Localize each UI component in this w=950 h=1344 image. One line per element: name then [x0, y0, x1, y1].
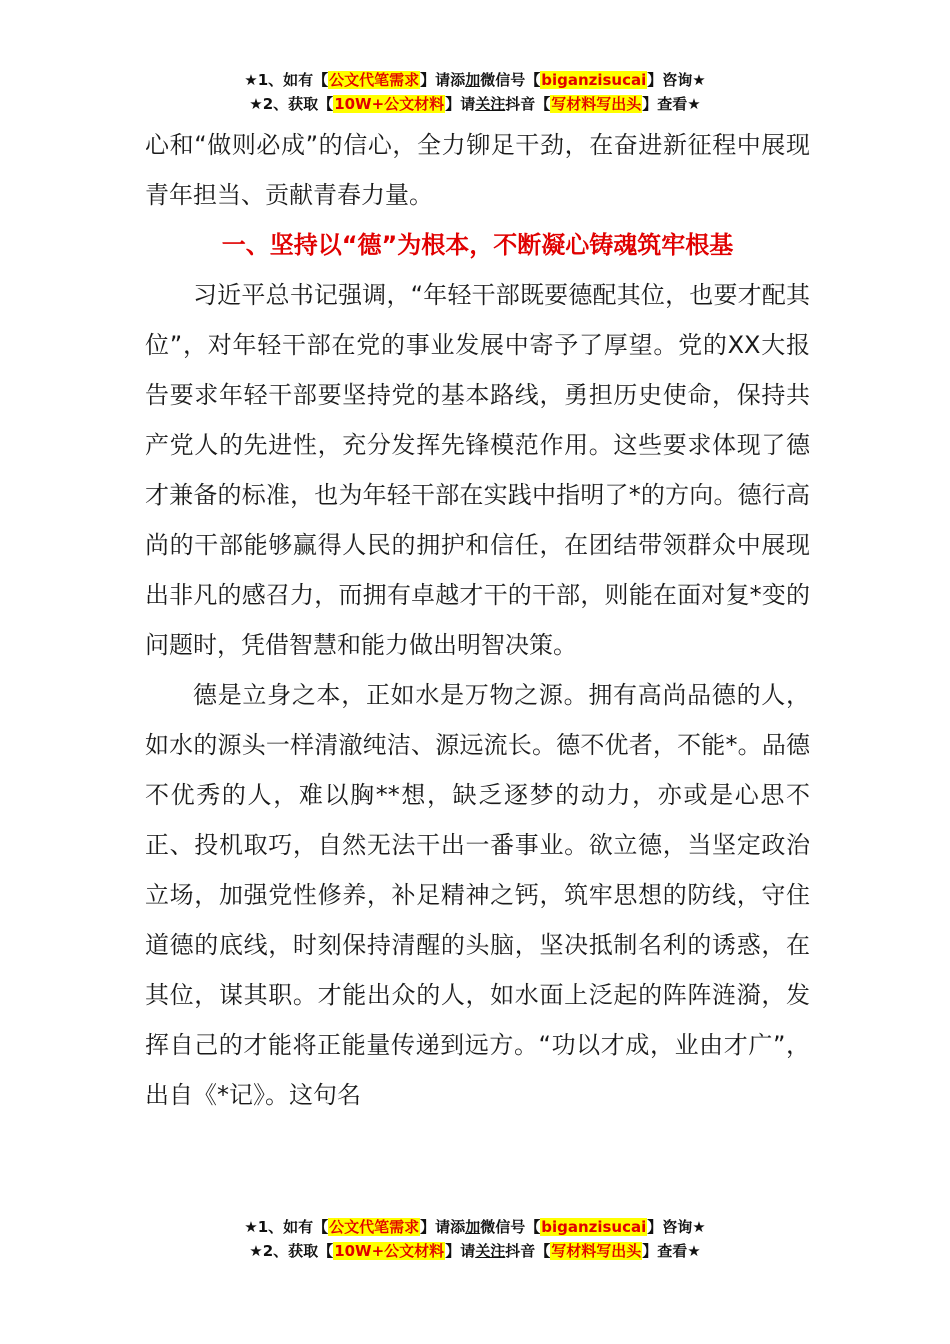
banner-douyin-id: 写材料写出头 — [551, 1242, 642, 1260]
banner-text: 】请添 — [420, 1218, 466, 1236]
body-paragraph-2: 德是立身之本，正如水是万物之源。拥有高尚品德的人，如水的源头一样清澈纯洁、源远流长。德不优者，不能*。品德不优秀的人，难以胸**想，缺乏逐梦的动力，亦或是心思不正、投机取巧，自然无法干出一番事业。欲立德，当坚定政治立场，加强党性修养，补足精神之钙，筑牢思想的防线，守住道德的底线，时刻保持清醒的头脑，坚决抵制名利的诱惑，在其位，谋其职。才能出众的人，如水面上泛起的阵阵涟漪，发挥自己的才能将正能量传递到远方。“功以才成，业由才广”，出自《*记》。这句名 — [145, 681, 810, 1109]
banner-underlined: 关注 — [475, 1242, 506, 1260]
banner-line-2 — [0, 1239, 950, 1263]
banner-underlined: 关注 — [475, 95, 506, 113]
banner-text: 】查看★ — [642, 1242, 701, 1260]
banner-wechat-id: biganzisucai — [541, 1218, 647, 1236]
banner-text: 】请 — [445, 1242, 476, 1260]
banner-line-1 — [0, 68, 950, 92]
banner-underlined: 加 — [465, 1218, 481, 1236]
footer-banner — [0, 1215, 950, 1263]
banner-text: 抖音【 — [505, 1242, 551, 1260]
banner-text: 】请添 — [420, 71, 466, 89]
banner-line-1 — [0, 1215, 950, 1239]
banner-line-2 — [0, 92, 950, 116]
banner-highlight: 10W+公文材料 — [334, 1242, 445, 1260]
banner-underlined: 加 — [465, 71, 481, 89]
banner-text: ★1、如有【 — [244, 1218, 329, 1236]
banner-text: ★1、如有【 — [244, 71, 329, 89]
banner-highlight: 10W+公文材料 — [334, 95, 445, 113]
banner-text: ★2、获取【 — [249, 1242, 334, 1260]
document-body — [145, 120, 810, 1120]
banner-text: 抖音【 — [505, 95, 551, 113]
banner-text: 】请 — [445, 95, 476, 113]
section-heading: 一、坚持以“德”为根本，不断凝心铸魂筑牢根基 — [221, 231, 734, 259]
banner-wechat-id: biganzisucai — [541, 71, 647, 89]
banner-highlight: 公文代笔需求 — [329, 71, 420, 89]
banner-highlight: 公文代笔需求 — [329, 1218, 420, 1236]
body-paragraph-1: 习近平总书记强调，“年轻干部既要德配其位，也要才配其位”，对年轻干部在党的事业发展中寄予了厚望。党的XX大报告要求年轻干部要坚持党的基本路线，勇担历史使命，保持共产党人的先进性，充分发挥先锋模范作用。这些要求体现了德才兼备的标准，也为年轻干部在实践中指明了*的方向。德行高尚的干部能够赢得人民的拥护和信任，在团结带领群众中展现出非凡的感召力，而拥有卓越才干的干部，则能在面对复*变的问题时，凭借智慧和能力做出明智决策。 — [145, 281, 810, 659]
banner-text: 微信号【 — [480, 71, 541, 89]
banner-text: 】咨询★ — [647, 71, 706, 89]
intro-paragraph: 心和“做则必成”的信心，全力铆足干劲，在奋进新征程中展现青年担当、贡献青春力量。 — [145, 131, 810, 209]
banner-douyin-id: 写材料写出头 — [551, 95, 642, 113]
banner-text: 微信号【 — [480, 1218, 541, 1236]
header-banner — [0, 68, 950, 116]
banner-text: 】咨询★ — [647, 1218, 706, 1236]
banner-text: ★2、获取【 — [249, 95, 334, 113]
banner-text: 】查看★ — [642, 95, 701, 113]
